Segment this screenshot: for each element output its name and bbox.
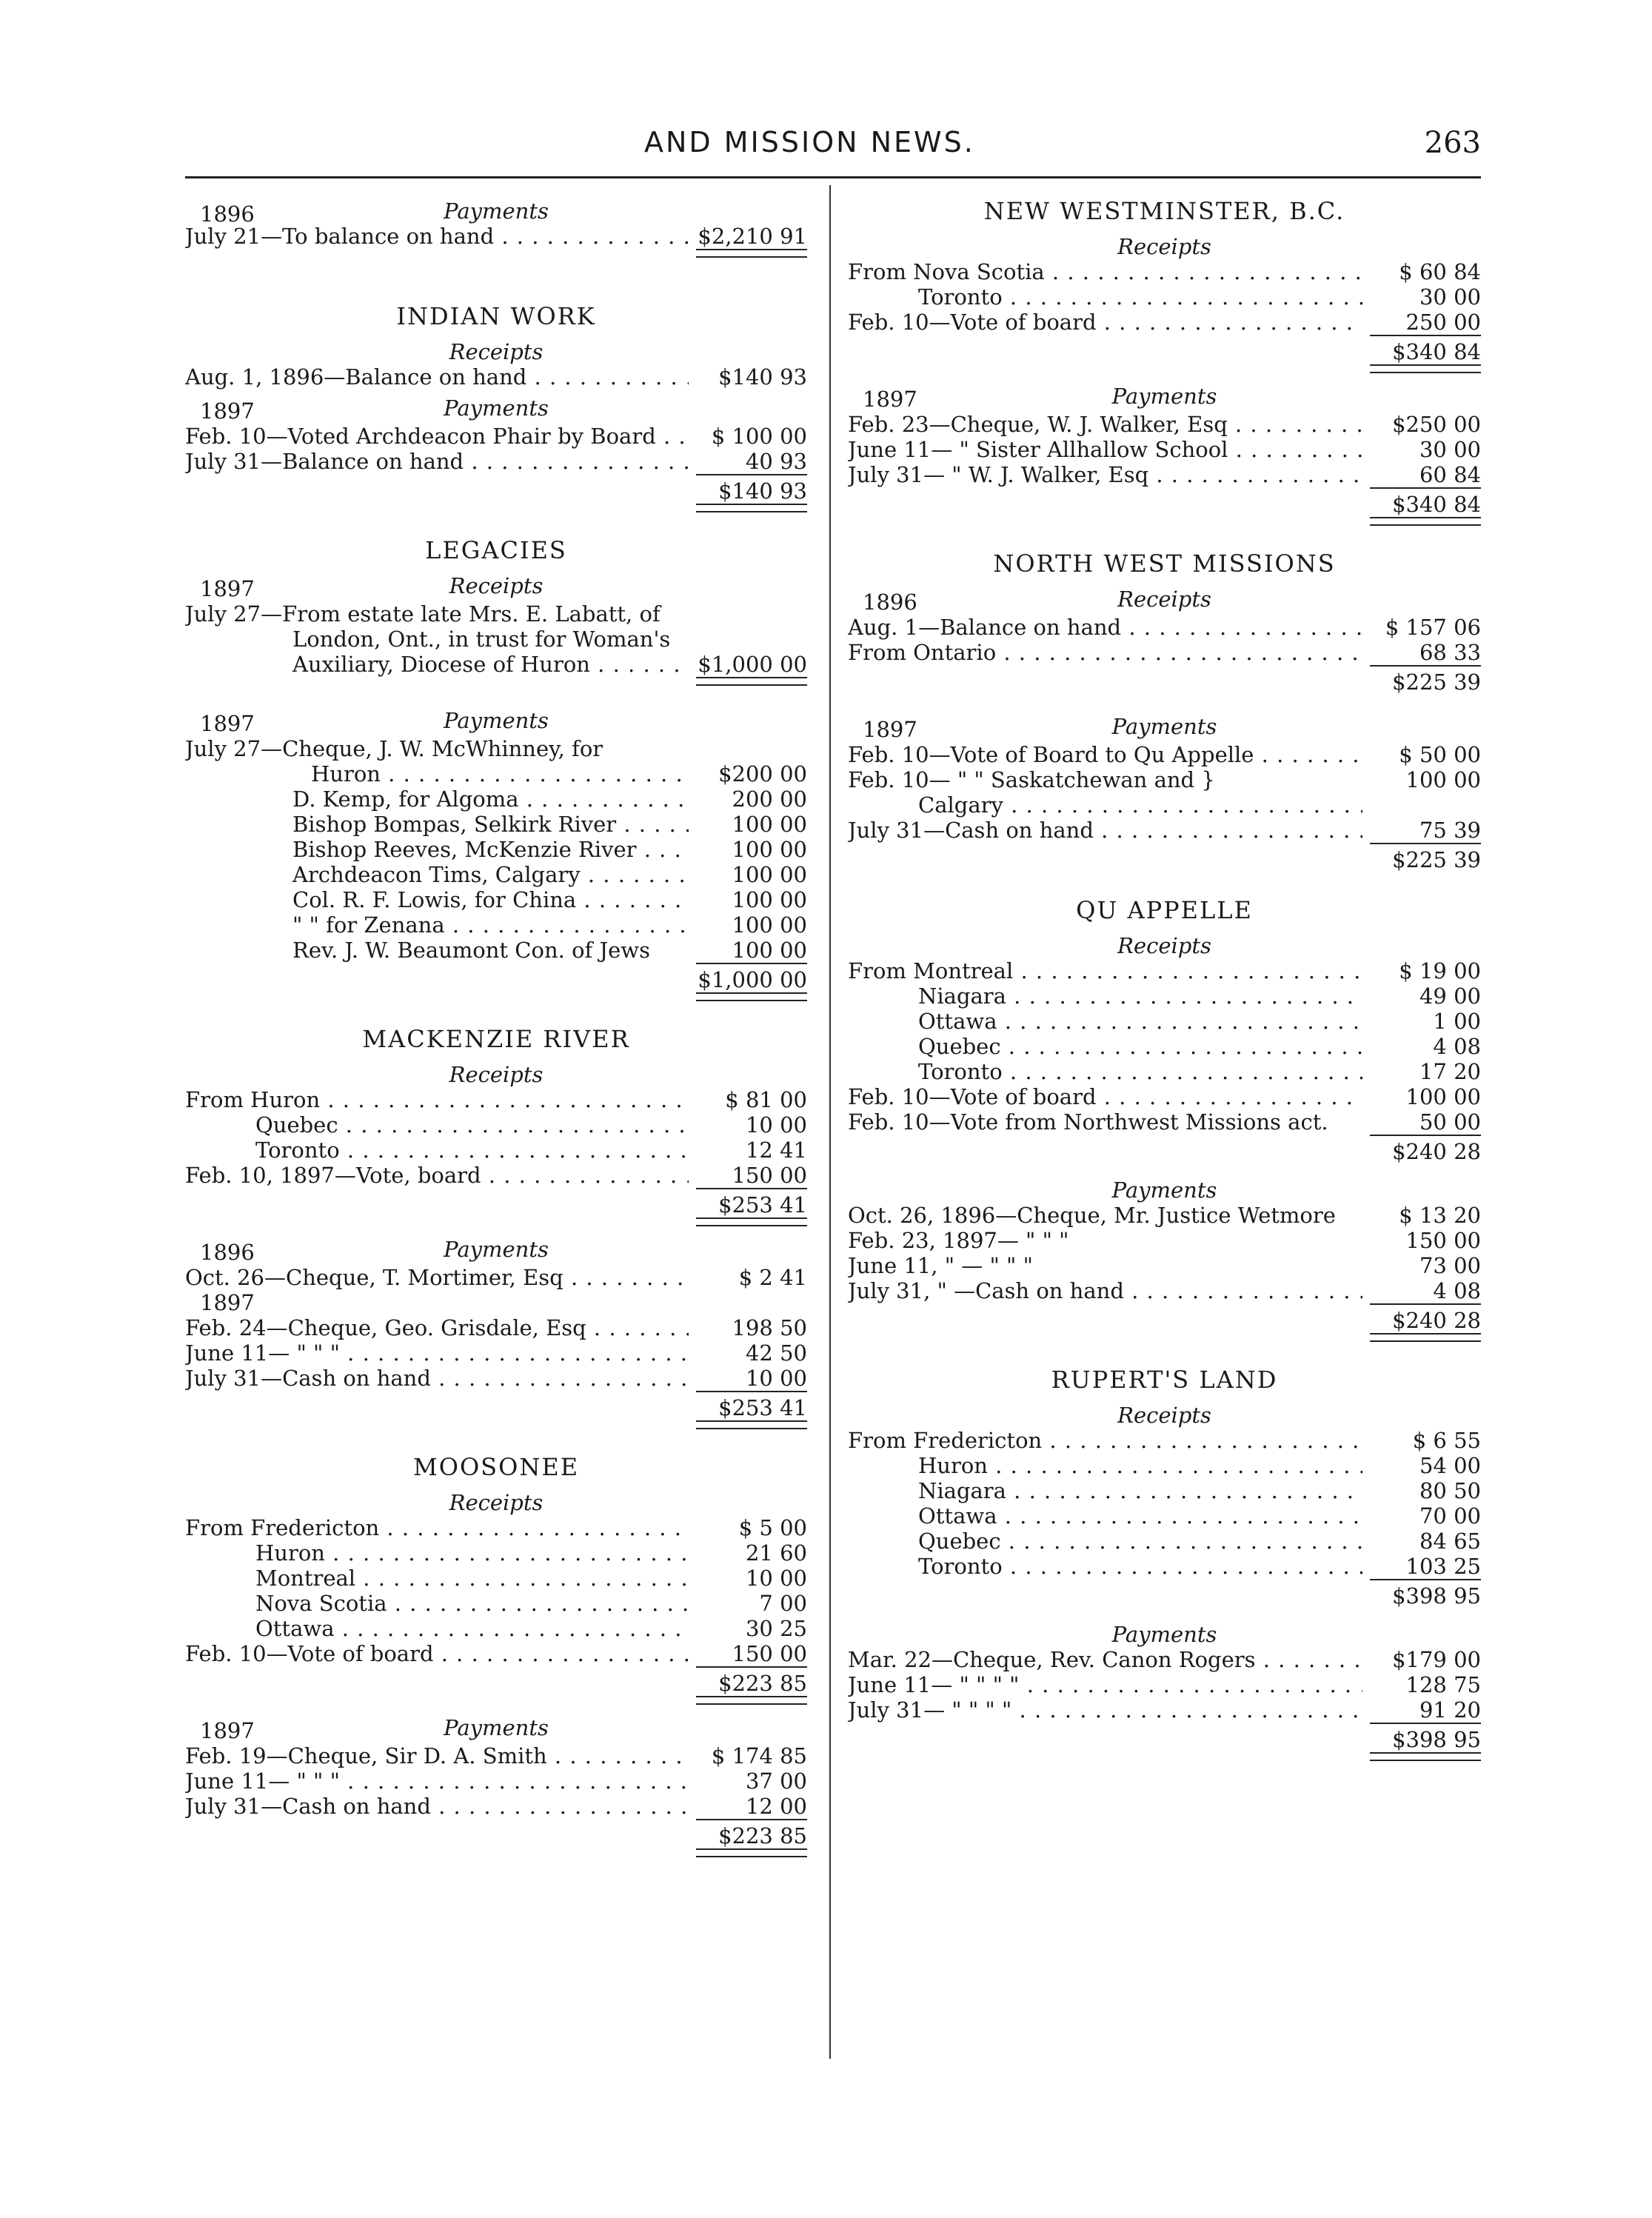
double-rule: [185, 1217, 807, 1226]
ledger-row: Toronto . . . 12 41: [185, 1138, 807, 1163]
ledger-row: Feb. 10—Vote of board . . . 250 00: [848, 310, 1481, 335]
section-total: $240 28: [848, 1303, 1481, 1333]
section-title: NORTH WEST MISSIONS: [993, 550, 1336, 578]
ledger-row: July 31—Cash on hand . . . 10 00: [185, 1366, 807, 1391]
ledger-row: Huron . . . $200 00: [185, 761, 807, 786]
ledger-row: Feb. 10—Vote of board . . . 150 00: [185, 1641, 807, 1666]
section-total: $225 39: [848, 665, 1481, 695]
ledger-row: Feb. 23, 1897— " " " 150 00: [848, 1228, 1481, 1253]
ledger-row: Nova Scotia . . . 7 00: [185, 1591, 807, 1616]
ledger-row: Huron . . . 54 00: [848, 1453, 1481, 1478]
year-label: 1897: [863, 717, 917, 742]
ledger-row: June 11— " Sister Allhallow School . . . 30 00: [848, 437, 1481, 462]
ledger-row: From Montreal . . . $ 19 00: [848, 958, 1481, 983]
ledger-row: Oct. 26, 1896—Cheque, Mr. Justice Wetmore $ 13 20: [848, 1203, 1481, 1228]
receipts-label: Receipts: [449, 1490, 544, 1515]
ledger-row: From Ontario . . . 68 33: [848, 640, 1481, 665]
ledger-row: July 21—To balance on hand . . . $2,210 91: [185, 224, 807, 249]
ledger-row: Mar. 22—Cheque, Rev. Canon Rogers . . . $179 00: [848, 1647, 1481, 1672]
ledger-row: From Fredericton . . . $ 5 00: [185, 1515, 807, 1540]
ledger-row: Auxiliary, Diocese of Huron . . . $1,000 00: [185, 652, 807, 677]
north-west-missions-section: [848, 551, 1481, 872]
ruperts-land-section: [848, 1367, 1481, 1761]
year-label: 1897: [200, 1718, 255, 1743]
double-rule: [185, 1696, 807, 1705]
ledger-row: Feb. 24—Cheque, Geo. Grisdale, Esq . . . 198 50: [185, 1315, 807, 1340]
year-label: 1897: [200, 576, 255, 601]
ledger-row: Feb. 10—Vote of board . . . 100 00: [848, 1084, 1481, 1109]
section-title: INDIAN WORK: [396, 302, 596, 330]
new-westminster-section: [848, 198, 1481, 526]
ledger-row: Bishop Bompas, Selkirk River . . . 100 00: [185, 812, 807, 837]
section-title: QU APPELLE: [1076, 896, 1253, 924]
ledger-row: Col. R. F. Lowis, for China . . . 100 00: [185, 887, 807, 912]
payments-label: Payments: [1111, 714, 1217, 739]
ledger-row: Ottawa . . . 30 25: [185, 1616, 807, 1641]
ledger-row: Feb. 10—Vote of Board to Qu Appelle . . . $ 50 00: [848, 742, 1481, 767]
column-divider: [829, 185, 831, 2059]
ledger-row: June 11— " " " " . . . 128 75: [848, 1672, 1481, 1697]
ledger-row: July 27—Cheque, J. W. McWhinney, for: [185, 736, 603, 761]
double-rule: [848, 1752, 1481, 1761]
year-label: 1897: [863, 387, 917, 412]
ledger-row: Rev. J. W. Beaumont Con. of Jews 100 00: [292, 938, 807, 963]
section-total: $340 84: [848, 335, 1481, 364]
ledger-row: From Nova Scotia . . . $ 60 84: [848, 259, 1481, 284]
ledger-row: Toronto . . . 30 00: [848, 284, 1481, 310]
receipts-label: Receipts: [449, 1062, 544, 1087]
year-label: 1896: [200, 201, 255, 227]
ledger-row: Calgary . . .: [848, 792, 1481, 818]
ledger-row: July 31—Cash on hand . . . 75 39: [848, 818, 1481, 843]
year-label: 1897: [200, 398, 255, 424]
header-rule: [185, 176, 1481, 178]
section-total: $240 28: [848, 1135, 1481, 1164]
section-total: $223 85: [185, 1819, 807, 1848]
double-rule: [185, 1420, 807, 1429]
ledger-row: Niagara . . . 49 00: [848, 983, 1481, 1009]
ledger-row: Feb. 10, 1897—Vote, board . . . 150 00: [185, 1163, 807, 1188]
page-header: [185, 126, 1481, 170]
ledger-row: Oct. 26—Cheque, T. Mortimer, Esq . . . $ 2 41: [185, 1265, 807, 1290]
ledger-row: Feb. 10—Vote from Northwest Missions act. 50 00: [848, 1109, 1481, 1135]
year-label: 1897: [200, 711, 255, 736]
mackenzie-river-section: [185, 1026, 807, 1429]
moosonee-section: [185, 1454, 807, 1857]
payments-label: Payments: [444, 395, 549, 421]
double-rule: [185, 992, 807, 1001]
receipts-label: Receipts: [449, 573, 544, 598]
payments-label: Payments: [1111, 384, 1217, 409]
double-rule: [185, 1848, 807, 1857]
ledger-row: Feb. 23—Cheque, W. J. Walker, Esq . . . $250 00: [848, 412, 1481, 437]
double-rule: [185, 249, 807, 258]
section-total: $1,000 00: [185, 963, 807, 992]
section-title: MACKENZIE RIVER: [362, 1025, 630, 1053]
right-column: [848, 198, 1481, 1761]
section-title: MOOSONEE: [412, 1453, 580, 1481]
payments-label: Payments: [444, 708, 549, 733]
ledger-row: Aug. 1—Balance on hand . . . $ 157 06: [848, 615, 1481, 640]
section-total: $398 95: [848, 1579, 1481, 1609]
ledger-row: Niagara . . . 80 50: [848, 1478, 1481, 1503]
ledger-row: July 31—Cash on hand . . . 12 00: [185, 1794, 807, 1819]
ledger-row: July 31— " " " " . . . 91 20: [848, 1697, 1481, 1723]
section-title: NEW WESTMINSTER, B.C.: [983, 197, 1345, 225]
receipts-label: Receipts: [1117, 234, 1211, 259]
year-label: 1896: [200, 1240, 255, 1265]
carry-over-section: [185, 198, 807, 258]
ledger-row: Toronto . . . 17 20: [848, 1059, 1481, 1084]
ledger-row: Feb. 19—Cheque, Sir D. A. Smith . . . $ 174 85: [185, 1743, 807, 1768]
double-rule: [848, 517, 1481, 526]
receipts-label: Receipts: [1117, 587, 1211, 612]
receipts-label: Receipts: [449, 339, 544, 364]
section-total: $398 95: [848, 1723, 1481, 1752]
year-label: 1896: [863, 589, 917, 615]
ledger-row: Ottawa . . . 70 00: [848, 1503, 1481, 1529]
running-title: AND MISSION NEWS.: [644, 126, 975, 158]
ledger-row: Huron . . . 21 60: [185, 1540, 807, 1566]
ledger-row: Montreal . . . 10 00: [185, 1566, 807, 1591]
payments-label: Payments: [1111, 1622, 1217, 1647]
legacies-section: [185, 538, 807, 1001]
ledger-row: Feb. 10— " " Saskatchewan and } 100 00: [848, 767, 1481, 792]
section-total: $140 93: [185, 474, 807, 504]
ledger-row: " " for Zenana . . . 100 00: [185, 912, 807, 938]
double-rule: [185, 677, 807, 686]
double-rule: [848, 1333, 1481, 1342]
payments-label: Payments: [444, 1237, 549, 1262]
ledger-row: Bishop Reeves, McKenzie River . . . 100 00: [185, 837, 807, 862]
ledger-row: Ottawa . . . 1 00: [848, 1009, 1481, 1034]
left-column: [185, 198, 807, 1857]
ledger-row: Quebec . . . 84 65: [848, 1529, 1481, 1554]
section-total: $340 84: [848, 487, 1481, 517]
ledger-row: Quebec . . . 4 08: [848, 1034, 1481, 1059]
double-rule: [848, 364, 1481, 373]
ledger-row: From Fredericton . . . $ 6 55: [848, 1428, 1481, 1453]
payments-label: Payments: [444, 1715, 549, 1740]
ledger-row: Archdeacon Tims, Calgary . . . 100 00: [185, 862, 807, 887]
page-number: 263: [1424, 126, 1481, 160]
indian-work-section: [185, 304, 807, 512]
ledger-row: Feb. 10—Voted Archdeacon Phair by Board . . . $ 100 00: [185, 424, 807, 449]
section-title: LEGACIES: [425, 536, 567, 564]
ledger-row: July 27—From estate late Mrs. E. Labatt, of: [185, 601, 661, 627]
section-total: $253 41: [185, 1391, 807, 1420]
ledger-row: June 11, " — " " " 73 00: [848, 1253, 1481, 1278]
section-total: $223 85: [185, 1666, 807, 1696]
ledger-row: Aug. 1, 1896—Balance on hand . . . $140 93: [185, 364, 807, 390]
ledger-row: D. Kemp, for Algoma . . . 200 00: [185, 786, 807, 812]
ledger-row: June 11— " " " . . . 37 00: [185, 1768, 807, 1794]
receipts-label: Receipts: [1117, 1403, 1211, 1428]
ledger-row: June 11— " " " . . . 42 50: [185, 1340, 807, 1366]
ledger-row: July 31, " —Cash on hand . . . 4 08: [848, 1278, 1481, 1303]
ledger-row: July 31—Balance on hand . . . 40 93: [185, 449, 807, 474]
ledger-row: London, Ont., in trust for Woman's: [292, 627, 671, 652]
year-row: 1897: [200, 1290, 255, 1315]
section-total: $225 39: [848, 843, 1481, 872]
ledger-row: From Huron . . . $ 81 00: [185, 1087, 807, 1112]
ledger-row: Quebec . . . 10 00: [185, 1112, 807, 1138]
section-total: $253 41: [185, 1188, 807, 1217]
payments-label: Payments: [1111, 1178, 1217, 1203]
receipts-label: Receipts: [1117, 933, 1211, 958]
qu-appelle-section: [848, 898, 1481, 1342]
ledger-row: July 31— " W. J. Walker, Esq . . . 60 84: [848, 462, 1481, 487]
payments-label: Payments: [444, 198, 549, 224]
ledger-row: Toronto . . . 103 25: [848, 1554, 1481, 1579]
double-rule: [185, 504, 807, 512]
section-title: RUPERT'S LAND: [1051, 1366, 1278, 1394]
